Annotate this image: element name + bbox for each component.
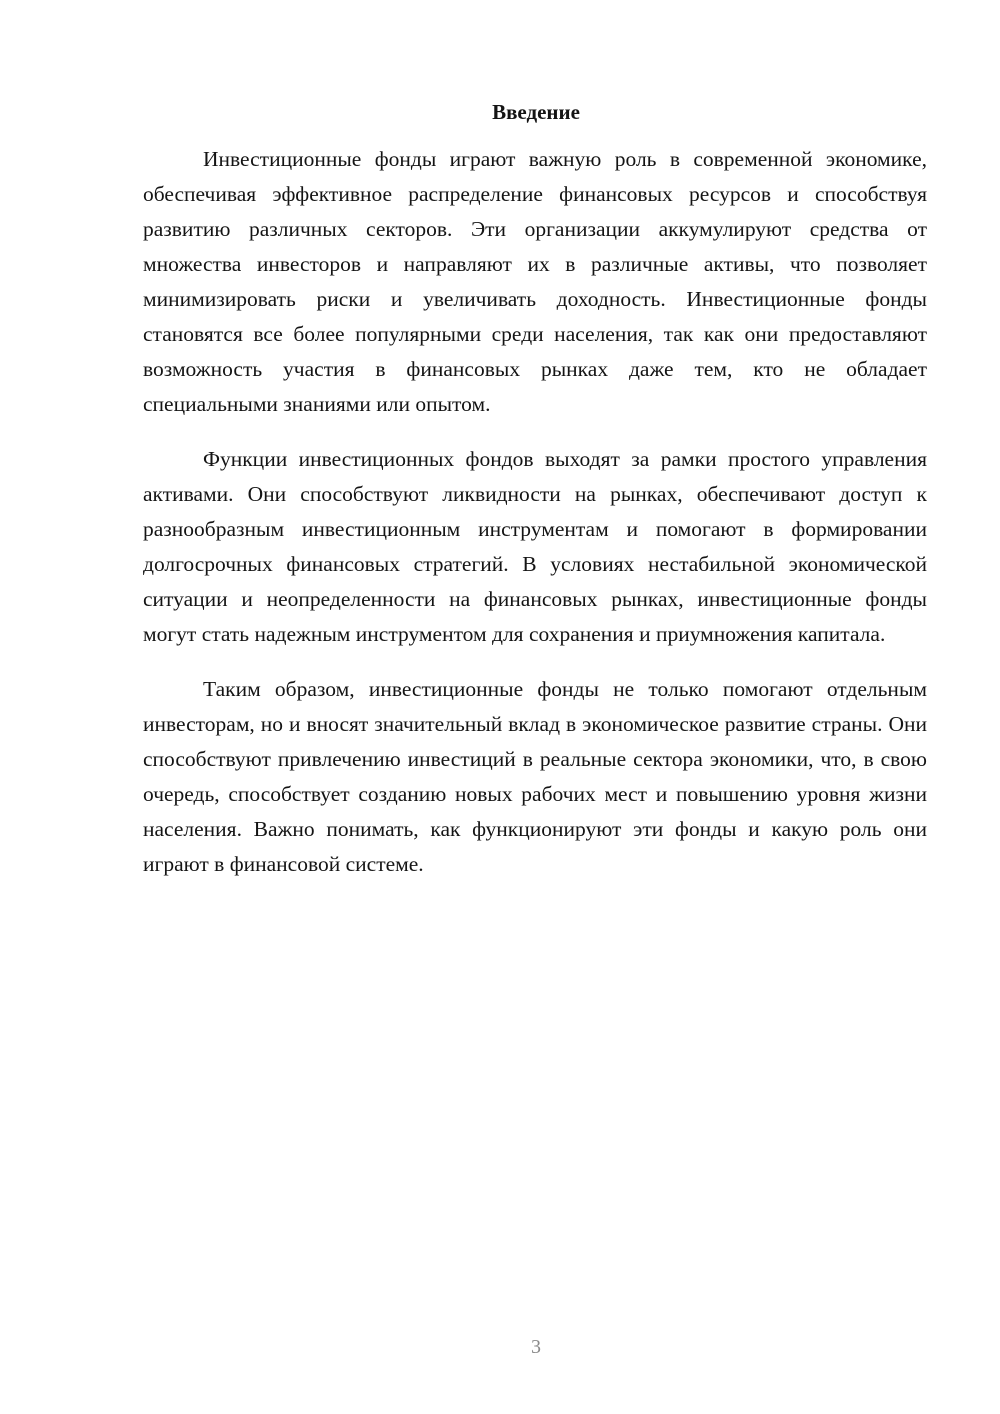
paragraph-2: Функции инвестиционных фондов выходят за рамки простого управления активами. Они способствуют ликвидности на рынках, обеспечивают доступ к разнообразным инвестиционным инструментам и помогают в формировании долгосрочных финансовых стратегий. В условиях нестабильной экономической ситуации и неопределенности на финансовых рынках, инвестиционные фонды могут стать надежным инструментом для сохранения и приумножения капитала. [143, 447, 927, 646]
page-number: 3 [531, 1336, 541, 1358]
paragraph-1: Инвестиционные фонды играют важную роль в современной экономике, обеспечивая эффективное распределение финансовых ресурсов и способствуя развитию различных секторов. Эти организации аккумулируют средства от множества инвесторов и направляют их в различные активы, что позволяет минимизировать риски и увеличивать доходность. Инвестиционные фонды становятся все более популярными среди населения, так как они предоставляют возможность участия в финансовых рынках даже тем, кто не обладает специальными знаниями или опытом. [143, 147, 927, 416]
document-body [143, 142, 927, 902]
paragraph-3: Таким образом, инвестиционные фонды не только помогают отдельным инвесторам, но и вносят значительный вклад в экономическое развитие страны. Они способствуют привлечению инвестиций в реальные сектора экономики, что, в свою очередь, способствует созданию новых рабочих мест и повышению уровня жизни населения. Важно понимать, как функционируют эти фонды и какую роль они играют в финансовой системе. [143, 677, 927, 876]
page-title: Введение [492, 100, 580, 124]
